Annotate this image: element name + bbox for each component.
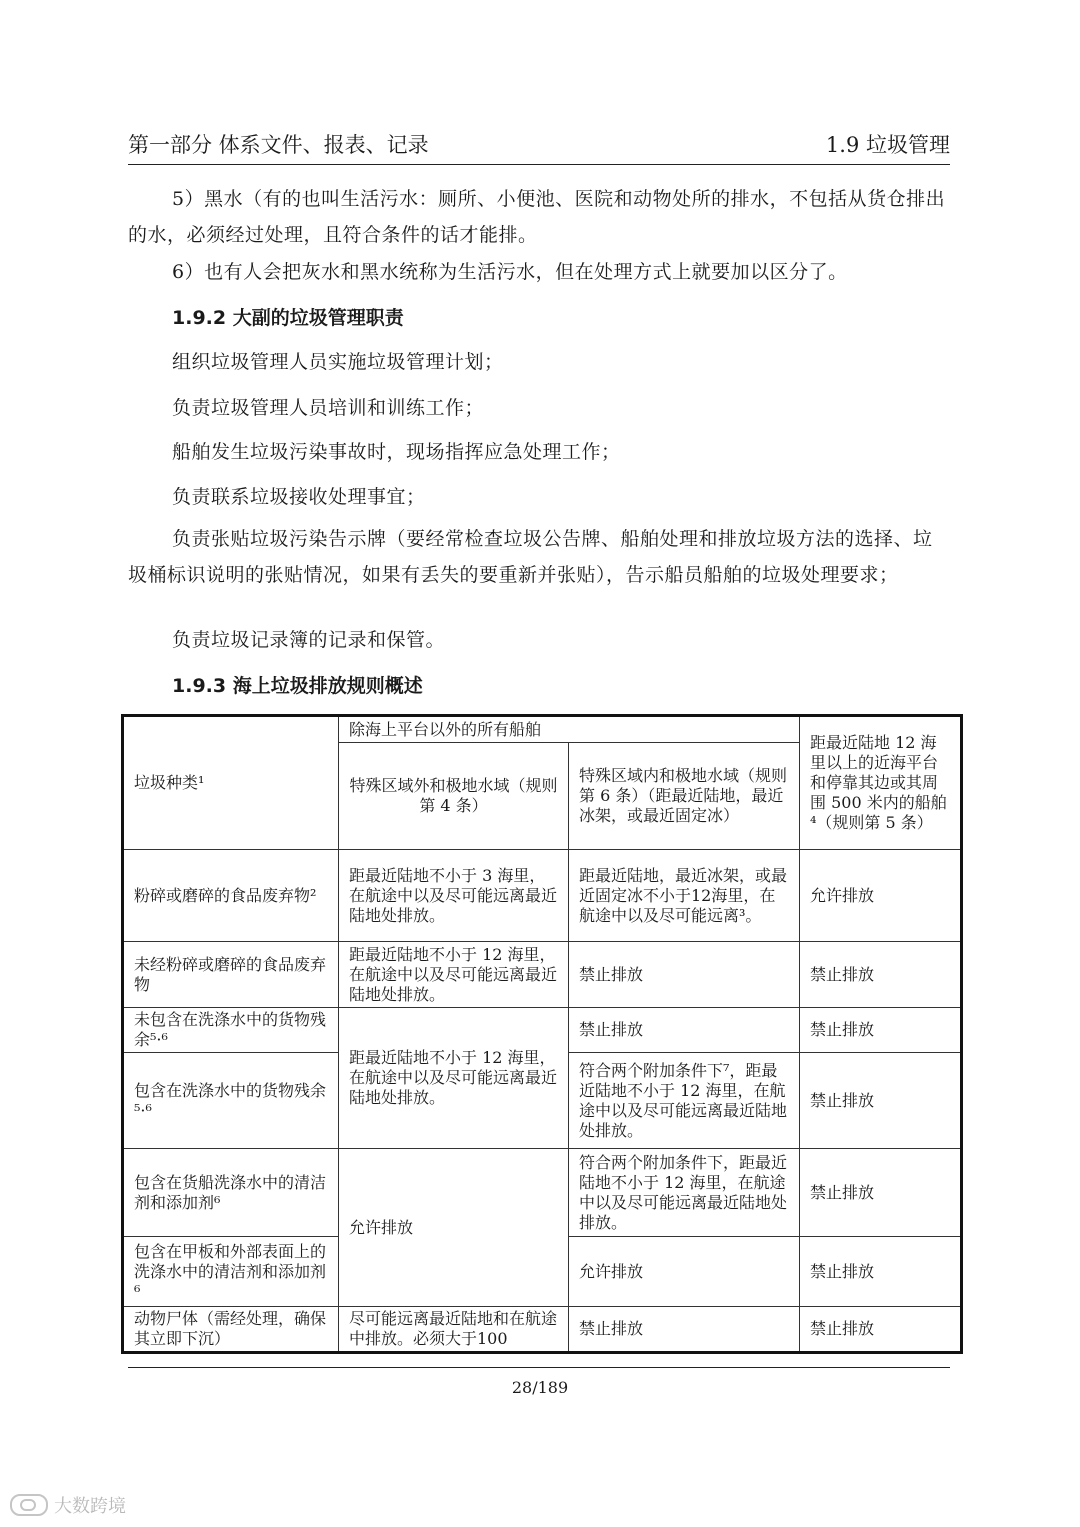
cell-inside: 禁止排放 [569, 942, 800, 1008]
cell-inside: 符合两个附加条件下⁷，距最近陆地不小于 12 海里，在航途中以及尽可能远离最近陆地处排放。 [569, 1053, 800, 1149]
duty-item: 负责张贴垃圾污染告示牌（要经常检查垃圾公告牌、船舶处理和排放垃圾方法的选择、垃圾桶标识说明的张贴情况，如果有丢失的要重新并张贴），告示船员船舶的垃圾处理要求； [128, 528, 933, 586]
paragraph-black-water: 5）黑水（有的也叫生活污水：厕所、小便池、医院和动物处所的排水，不包括从货仓排出的水，必须经过处理，且符合条件的话才能排。 [128, 188, 946, 246]
page-header [128, 128, 950, 165]
duty-item: 负责联系垃圾接收处理事宜； [172, 486, 426, 508]
cell-garbage-type: 未经粉碎或磨碎的食品废弃物 [123, 942, 339, 1008]
duty-item: 组织垃圾管理人员实施垃圾管理计划； [172, 351, 504, 373]
cell-outside-merged: 允许排放 [339, 1149, 569, 1307]
header-inside-special-area: 特殊区域内和极地水域（规则第 6 条）（距最近陆地，最近冰架，或最近固定冰） [569, 743, 800, 850]
table-row [123, 942, 962, 1008]
paragraph-grey-black-water: 6）也有人会把灰水和黑水统称为生活污水，但在处理方式上就要加以区分了。 [172, 261, 848, 283]
section-heading-1-9-3: 1.9.3 海上垃圾排放规则概述 [172, 675, 423, 697]
cell-outside: 尽可能远离最近陆地和在航途中排放。必须大于100 [339, 1307, 569, 1353]
footer-divider [128, 1367, 950, 1368]
header-all-ships: 除海上平台以外的所有船舶 [339, 716, 800, 743]
cell-garbage-type: 动物尸体（需经处理，确保其立即下沉） [123, 1307, 339, 1353]
cell-platform: 允许排放 [800, 850, 962, 942]
cell-platform: 禁止排放 [800, 1149, 962, 1237]
table-row [123, 1008, 962, 1053]
table-header-row [123, 716, 962, 743]
cell-inside: 符合两个附加条件下，距最近陆地不小于 12 海里，在航途中以及尽可能远离最近陆地处排放。 [569, 1149, 800, 1237]
cell-garbage-type: 粉碎或磨碎的食品废弃物² [123, 850, 339, 942]
header-chapter-title: 1.9 垃圾管理 [825, 133, 950, 157]
watermark [10, 1492, 126, 1518]
header-garbage-type: 垃圾种类¹ [123, 716, 339, 850]
table-row [123, 1307, 962, 1353]
duty-item: 船舶发生垃圾污染事故时，现场指挥应急处理工作； [172, 441, 621, 463]
cell-inside: 禁止排放 [569, 1008, 800, 1053]
duty-item: 负责垃圾记录簿的记录和保管。 [172, 629, 446, 651]
cell-outside: 距最近陆地不小于 12 海里，在航途中以及尽可能远离最近陆地处排放。 [339, 942, 569, 1008]
cell-outside-merged: 距最近陆地不小于 12 海里，在航途中以及尽可能远离最近陆地处排放。 [339, 1008, 569, 1149]
dashu-logo-icon [10, 1494, 48, 1516]
cell-garbage-type: 包含在货船洗涤水中的清洁剂和添加剂⁶ [123, 1149, 339, 1237]
table-row [123, 1149, 962, 1237]
cell-platform: 禁止排放 [800, 1237, 962, 1307]
cell-platform: 禁止排放 [800, 1053, 962, 1149]
cell-inside: 允许排放 [569, 1237, 800, 1307]
cell-platform: 禁止排放 [800, 1307, 962, 1353]
cell-platform: 禁止排放 [800, 1008, 962, 1053]
header-outside-special-area: 特殊区域外和极地水域（规则第 4 条） [339, 743, 569, 850]
cell-inside: 距最近陆地，最近冰架，或最近固定冰不小于12海里，在航途中以及尽可能远离³。 [569, 850, 800, 942]
table-row [123, 850, 962, 942]
header-section-title: 第一部分 体系文件、报表、记录 [128, 133, 429, 157]
duty-item: 负责垃圾管理人员培训和训练工作； [172, 397, 485, 419]
cell-garbage-type: 包含在甲板和外部表面上的洗涤水中的清洁剂和添加剂⁶ [123, 1237, 339, 1307]
header-offshore-platform: 距最近陆地 12 海里以上的近海平台和停靠其边或其周围 500 米内的船舶⁴（规则第 5 条） [800, 716, 962, 850]
page-number: 28/189 [511, 1378, 569, 1397]
watermark-text: 大数跨境 [54, 1496, 126, 1517]
cell-garbage-type: 包含在洗涤水中的货物残余⁵·⁶ [123, 1053, 339, 1149]
cell-platform: 禁止排放 [800, 942, 962, 1008]
cell-inside: 禁止排放 [569, 1307, 800, 1353]
garbage-discharge-table [121, 714, 963, 1354]
cell-garbage-type: 未包含在洗涤水中的货物残余⁵·⁶ [123, 1008, 339, 1053]
cell-outside: 距最近陆地不小于 3 海里，在航途中以及尽可能远离最近陆地处排放。 [339, 850, 569, 942]
section-heading-1-9-2: 1.9.2 大副的垃圾管理职责 [172, 307, 404, 329]
